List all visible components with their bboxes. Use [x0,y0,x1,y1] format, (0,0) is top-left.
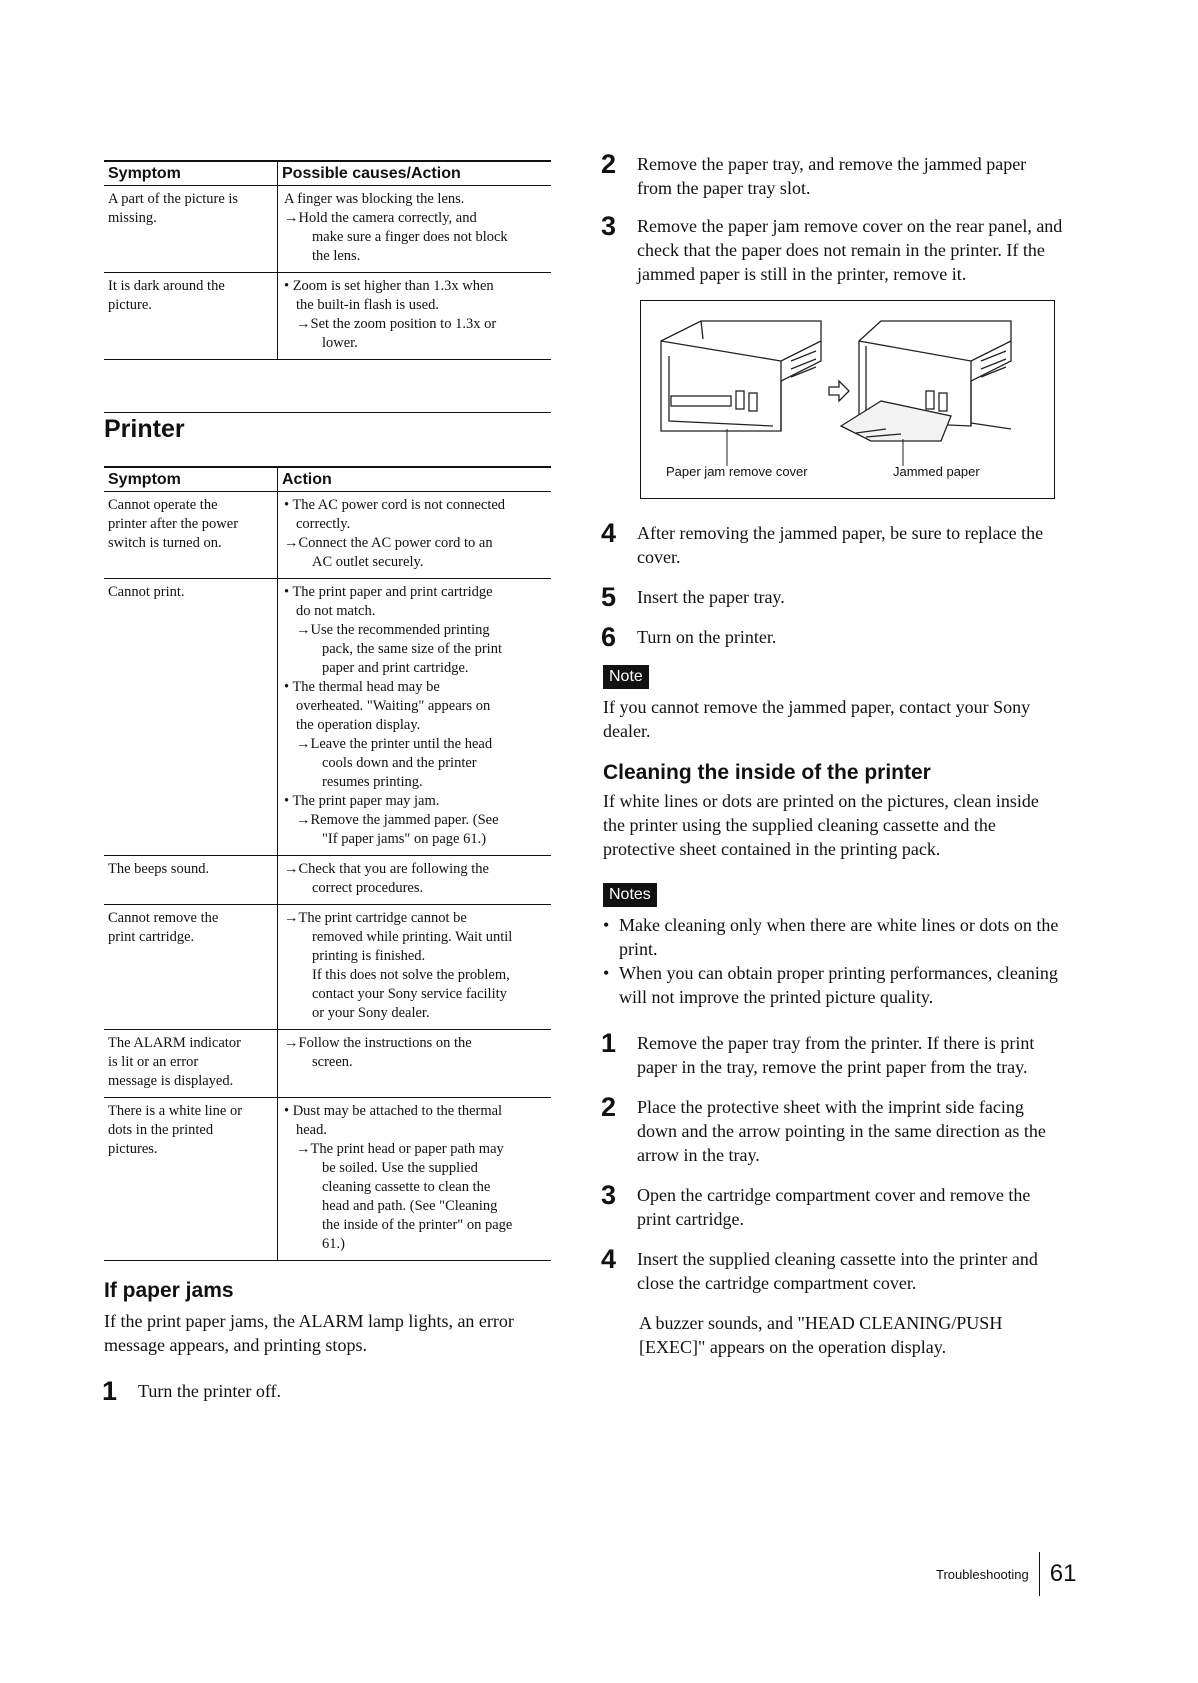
symptom-cell [104,186,278,273]
action-line: resumes printing. [322,774,423,790]
symptom-cell [104,905,278,1030]
action-line: the operation display. [296,717,421,733]
table-row [104,905,551,1030]
symptom-line: The beeps sound. [108,861,210,877]
page-number: 61 [1049,1560,1077,1587]
action-line: →Follow the instructions on the [284,1035,472,1051]
symptom-line: Cannot print. [108,584,185,600]
action-line: lower. [322,335,358,351]
action-line: correct procedures. [312,880,424,896]
symptom-line: picture. [108,297,152,313]
step [601,1092,1063,1167]
left-column [102,160,551,1406]
action-cell [278,1098,552,1261]
action-line: • Zoom is set higher than 1.3x when [284,278,494,294]
symptom-line: message is displayed. [108,1073,234,1089]
action-line: →Set the zoom position to 1.3x or [296,316,497,332]
table-header-symptom: Symptom [104,467,278,492]
figure-label-cover: Paper jam remove cover [666,464,808,479]
step-text: Remove the paper jam remove cover on the rear panel, and check that the paper does not remain in the printer. If the jammed paper is still in the printer, remove it. [637,216,1063,284]
symptom-line: printer after the power [108,516,239,532]
action-line: • Dust may be attached to the thermal [284,1103,503,1119]
step [601,211,1063,286]
printer-rear-panel-drawing [641,301,1054,498]
action-line: If this does not solve the problem, [312,967,510,983]
action-line: make sure a finger does not block [312,229,508,245]
action-line: AC outlet securely. [312,554,424,570]
subhead-cleaning: Cleaning the inside of the printer [603,761,931,784]
step [601,622,1063,652]
action-line: pack, the same size of the print [322,641,502,657]
symptom-cell [104,1098,278,1261]
symptom-line: missing. [108,210,157,226]
action-line: • The thermal head may be [284,679,440,695]
action-line: →Hold the camera correctly, and [284,210,477,226]
step [601,149,1063,200]
step-number: 6 [601,622,617,652]
bullet-text: Make cleaning only when there are white lines or dots on the print. [619,915,1059,959]
step-text: Turn the printer off. [138,1381,281,1401]
printer-illustration [640,300,1055,499]
section-title-printer: Printer [104,415,185,443]
action-line: the lens. [312,248,361,264]
symptom-line: There is a white line or [108,1103,243,1119]
step-text: After removing the jammed paper, be sure to replace the cover. [637,523,1044,567]
table-row [104,856,551,905]
action-line: • The print paper and print cartridge [284,584,493,600]
symptom-line: is lit or an error [108,1054,199,1070]
symptom-line: Cannot operate the [108,497,218,513]
step-text: Open the cartridge compartment cover and remove the print cartridge. [637,1185,1031,1229]
cleaning-intro: If white lines or dots are printed on the pictures, clean inside the printer using the supplied cleaning cassette and the protective sheet contained in the printing pack. [603,791,1039,859]
table-row [104,186,551,273]
step-number: 5 [601,582,617,612]
action-line: screen. [312,1054,353,1070]
step-text: Turn on the printer. [637,627,777,647]
paper-jams-intro: If the print paper jams, the ALARM lamp lights, an error message appears, and printing stops. [104,1311,514,1355]
action-line: A finger was blocking the lens. [284,191,465,207]
action-cell [278,1030,552,1098]
step-number: 1 [601,1028,617,1058]
note-badge: Note [603,665,649,689]
symptom-line: switch is turned on. [108,535,222,551]
symptom-line: print cartridge. [108,929,195,945]
table-header-action: Action [278,467,552,492]
camera-troubleshooting-table [104,160,551,360]
step-number: 3 [601,211,617,241]
step [601,1028,1063,1079]
table-header-action: Possible causes/Action [278,161,552,186]
symptom-line: The ALARM indicator [108,1035,241,1051]
action-cell [278,905,552,1030]
table-row [104,1030,551,1098]
cleaning-notes-list [603,913,1063,1009]
action-line: →Use the recommended printing [296,622,490,638]
action-line: →Leave the printer until the head [296,736,493,752]
action-line: contact your Sony service facility [312,986,507,1002]
step-text: Insert the supplied cleaning cassette into the printer and close the cartridge compartment cover. [637,1249,1038,1293]
action-cell [278,273,552,360]
symptom-cell [104,856,278,905]
action-line: head and path. (See "Cleaning [322,1198,498,1214]
symptom-cell [104,1030,278,1098]
action-line: • The print paper may jam. [284,793,440,809]
page-footer [936,1552,1076,1596]
notes-badge: Notes [603,883,657,907]
note-text: If you cannot remove the jammed paper, contact your Sony dealer. [603,697,1031,741]
step-text: Remove the paper tray from the printer. If there is print paper in the tray, remove the print paper from the tray. [637,1033,1035,1077]
step-number: 3 [601,1180,617,1210]
action-line: the built-in flash is used. [296,297,439,313]
action-line: →The print cartridge cannot be [284,910,467,926]
action-line: cools down and the printer [322,755,477,771]
action-line: overheated. "Waiting" appears on [296,698,491,714]
step4-followup: A buzzer sounds, and "HEAD CLEANING/PUSH [EXEC]" appears on the operation display. [639,1313,1003,1357]
action-line: correctly. [296,516,351,532]
printer-troubleshooting-table [104,466,551,1261]
action-cell [278,579,552,856]
symptom-line: dots in the printed [108,1122,214,1138]
section-rule [104,412,551,413]
action-line: cleaning cassette to clean the [322,1179,491,1195]
right-column [601,149,1063,1359]
action-line: removed while printing. Wait until [312,929,513,945]
action-line: be soiled. Use the supplied [322,1160,478,1176]
step-number: 2 [601,1092,617,1122]
action-line: head. [296,1122,327,1138]
action-line: →The print head or paper path may [296,1141,504,1157]
step-number: 1 [102,1376,118,1406]
action-line: →Remove the jammed paper. (See [296,812,499,828]
step [601,1180,1063,1231]
action-line: printing is finished. [312,948,426,964]
list-item: • When you can obtain proper printing performances, cleaning will not improve the printed picture quality. [603,961,1063,1009]
symptom-cell [104,492,278,579]
step-number: 4 [601,518,617,548]
symptom-cell [104,273,278,360]
step-text: Remove the paper tray, and remove the jammed paper from the paper tray slot. [637,154,1027,198]
table-header-symptom: Symptom [104,161,278,186]
action-cell [278,492,552,579]
step [601,518,1063,569]
action-line: • The AC power cord is not connected [284,497,506,513]
action-line: or your Sony dealer. [312,1005,430,1021]
symptom-cell [104,579,278,856]
symptom-line: Cannot remove the [108,910,219,926]
step-turn-off [102,1376,551,1406]
step-number: 2 [601,149,617,179]
symptom-line: It is dark around the [108,278,225,294]
subhead-paper-jams: If paper jams [104,1279,234,1302]
footer-divider [1039,1552,1040,1596]
figure-label-jammed-paper: Jammed paper [893,464,980,479]
action-line: do not match. [296,603,376,619]
table-row [104,492,551,579]
action-line: 61.) [322,1236,345,1252]
action-line: the inside of the printer" on page [322,1217,513,1233]
action-cell [278,186,552,273]
action-line: "If paper jams" on page 61.) [322,831,487,847]
action-line: →Check that you are following the [284,861,489,877]
table-row [104,273,551,360]
step-text: Insert the paper tray. [637,587,785,607]
step-text: Place the protective sheet with the imprint side facing down and the arrow pointing in the same direction as the arrow in the tray. [637,1097,1046,1165]
bullet-text: When you can obtain proper printing performances, cleaning will not improve the printed picture quality. [619,963,1058,1007]
action-cell [278,856,552,905]
step [601,582,1063,612]
action-line: →Connect the AC power cord to an [284,535,493,551]
list-item: • Make cleaning only when there are white lines or dots on the print. [603,913,1063,961]
step [601,1244,1063,1295]
table-row [104,1098,551,1261]
action-line: paper and print cartridge. [322,660,469,676]
step-number: 4 [601,1244,617,1274]
footer-section: Troubleshooting [936,1566,1029,1582]
table-row [104,579,551,856]
symptom-line: pictures. [108,1141,158,1157]
symptom-line: A part of the picture is [108,191,239,207]
